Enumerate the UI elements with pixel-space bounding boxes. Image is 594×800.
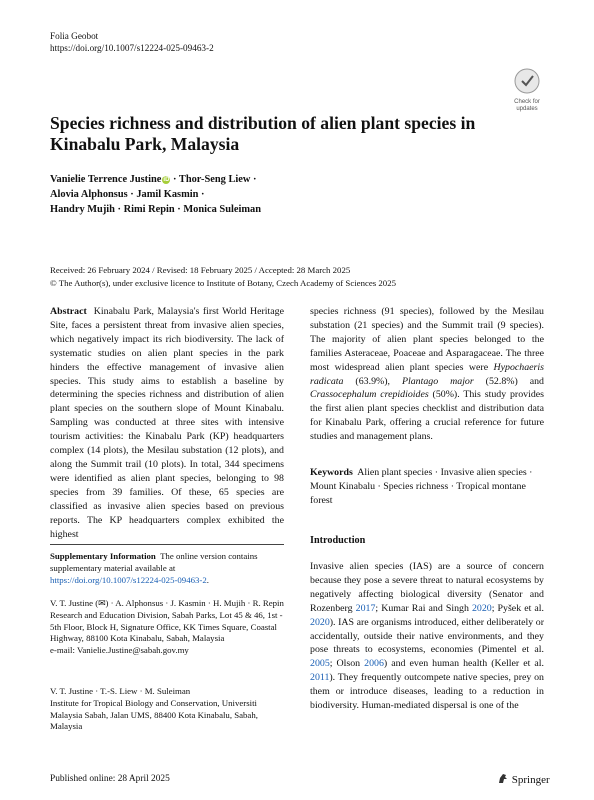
abstract-text-right-a: species richness (91 species), followed by the Mesilau substation (21 species) and the Summit trail (9 species). The majority of alien plant species belonged to the families Asteraceae, Poaceae and Asparagaceae. The three most widespread alien plant species were [310, 306, 544, 373]
check-icon [514, 68, 540, 94]
badge-line1: Check for [514, 99, 540, 105]
intro-t7: ). They frequently outcompete native species, prey on them or introduce diseases, leading to a reduction in biodiversity. Human-mediated dispersal is one of the [310, 672, 544, 712]
intro-t6: ) and even human health (Keller et al. [383, 658, 544, 670]
citation-link[interactable]: 2017 [355, 602, 376, 614]
keywords-label: Keywords [310, 467, 353, 478]
abstract-label: Abstract [50, 306, 87, 317]
pct-2: (52.8%) and [473, 375, 544, 387]
author-line3: Handry Mujih · Rimi Repin · Monica Suleiman [50, 204, 262, 215]
pct-1: (63.9%), [343, 375, 402, 387]
doi[interactable]: https://doi.org/10.1007/s12224-025-09463-2 [50, 43, 214, 53]
affiliation-2-address: Institute for Tropical Biology and Conservation, Universiti Malaysia Sabah, Jalan UMS, 88400 Kota Kinabalu, Sabah, Malaysia [50, 697, 258, 732]
citation-link[interactable]: 2011 [310, 672, 330, 684]
footnote-divider [50, 544, 284, 545]
copyright: © The Author(s), under exclusive licence to Institute of Botany, Czech Academy of Sciences 2025 [50, 278, 396, 288]
keywords [310, 466, 544, 508]
springer-horse-icon [497, 772, 509, 784]
author-list [50, 172, 350, 217]
abstract-left [50, 305, 284, 541]
introduction-text [310, 560, 544, 713]
citation-link[interactable]: 2020 [310, 616, 330, 628]
article-dates [50, 264, 396, 290]
affiliation-2-names: V. T. Justine · T.-S. Liew · M. Suleiman [50, 686, 191, 696]
dates: Received: 26 February 2024 / Revised: 18 February 2025 / Accepted: 28 March 2025 [50, 265, 351, 275]
check-for-updates-badge[interactable] [510, 68, 544, 113]
supplementary-label: Supplementary Information [50, 551, 156, 561]
intro-t4: ). IAS are organisms introduced, either deliberately or accidentally, outside their native environments, and they pose threats to ecosystems, economies (Pimentel et al. [310, 616, 544, 656]
published-date: Published online: 28 April 2025 [50, 774, 170, 784]
intro-t1: Invasive alien species (IAS) are a source of concern because they pose a severe threat to natural ecosystems by negatively affecting biological diversity (Senator and Rozenberg [310, 561, 544, 614]
orcid-icon[interactable]: iD [163, 177, 170, 183]
citation-link[interactable]: 2006 [364, 658, 384, 670]
abstract-text-left: Kinabalu Park, Malaysia's first World Heritage Site, faces a persistent threat from invasive alien species, which negatively impact its rich biodiversity. The lack of systematic studies on alien plant species in the park hinders the effective management of invasive alien species. This study aims to establish a baseline by determining the species richness and distribution of alien plant species on the southern slope of Mount Kinabalu. Sampling was conducted at three sites with intensive tourism activities: the Kinabalu Park (KP) headquarters complex (14 plots), the Mesilau substation (12 plots), and along the Summit trail (10 plots). In total, 344 specimens were identified as alien plant species, belonging to 98 species from 39 families. Of these, 65 species are classified as invasive alien species based on previous reports. The KP headquarters complex exhibited the highest [50, 306, 284, 540]
supplementary-info [50, 551, 284, 586]
keywords-text: Alien plant species · Invasive alien species · Mount Kinabalu · Species richness · Tropical montane forest [310, 467, 533, 506]
introduction-heading: Introduction [310, 535, 366, 546]
author-first: Vanielie Terrence Justine [50, 174, 162, 185]
affiliation-1 [50, 598, 284, 657]
supplementary-text: The online version contains supplementary material available at [50, 551, 258, 573]
affiliation-1-email[interactable]: e-mail: Vanielie.Justine@sabah.gov.my [50, 645, 189, 656]
species-2: Plantago major [401, 375, 474, 387]
citation-link[interactable]: 2005 [310, 658, 330, 670]
affiliation-1-names: V. T. Justine (✉) · A. Alphonsus · J. Kasmin · H. Mujih · R. Repin [50, 598, 284, 608]
species-1: Hypochaeris radicata [310, 361, 544, 387]
affiliation-2 [50, 686, 284, 733]
springer-logo [497, 772, 550, 786]
intro-t2: ; Kumar Rai and Singh [375, 602, 472, 614]
citation-link[interactable]: 2020 [471, 602, 492, 614]
supplementary-link[interactable]: https://doi.org/10.1007/s12224-025-09463-2 [50, 574, 207, 585]
author-line1-rest: · Thor-Seng Liew · [170, 174, 257, 185]
badge-line2: updates [516, 106, 538, 112]
affiliation-1-address: Research and Education Division, Sabah Parks, Lot 45 & 46, 1st - 5th Floor, Block H, Signature Office, KK Times Square, Coastal Highway, 88100 Kota Kinabalu, Sabah, Malaysia [50, 609, 283, 644]
abstract-right [310, 305, 544, 444]
abstract-text-right-b: (50%). This study provides the first alien plant species checklist and distribution data for Kinabalu Park, offering a crucial reference for future studies and management plans. [310, 389, 544, 443]
intro-t5: ; Olson [329, 658, 365, 670]
supplementary-end: . [206, 574, 209, 585]
springer-wordmark: Springer [511, 774, 550, 786]
journal-name: Folia Geobot [50, 31, 99, 41]
author-line2: Alovia Alphonsus · Jamil Kasmin · [50, 189, 205, 200]
article-title: Species richness and distribution of alien plant species in Kinabalu Park, Malaysia [50, 113, 476, 154]
species-3: Crassocephalum crepidioides [310, 389, 429, 401]
intro-t3: ; Pyšek et al. [491, 602, 544, 614]
